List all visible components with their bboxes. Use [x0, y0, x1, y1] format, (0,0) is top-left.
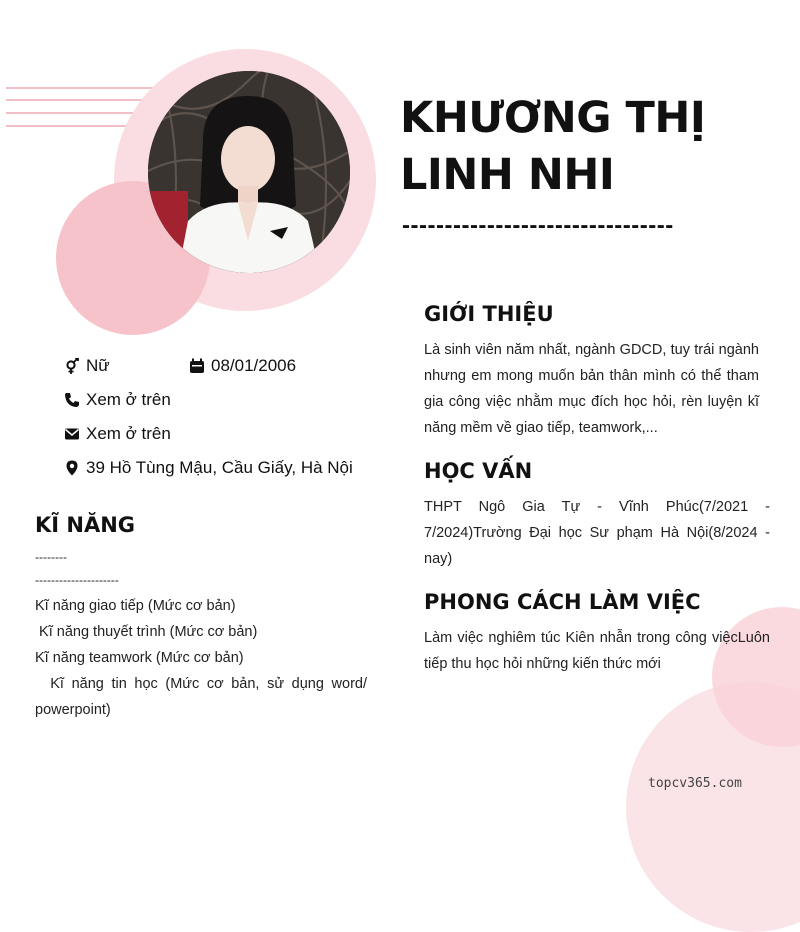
watermark: topcv365.com [648, 776, 742, 791]
intro-title: GIỚI THIỆU [424, 302, 554, 326]
work-style-title: PHONG CÁCH LÀM VIỆC [424, 590, 701, 614]
gender-icon [64, 358, 80, 374]
phone-icon [64, 392, 80, 408]
name-underline: -------------------------------- [402, 212, 674, 239]
work-style-text: Làm việc nghiêm túc Kiên nhẫn trong công việcLuôn tiếp thu học hỏi những kiến thức mới [424, 630, 770, 672]
envelope-icon [64, 426, 80, 442]
skills-dash-2: --------------------- [35, 573, 119, 587]
skill-item: Kĩ năng thuyết trình (Mức cơ bản) [35, 624, 258, 640]
full-name [400, 90, 780, 204]
skill-item: Kĩ năng tin học (Mức cơ bản, sử dụng word/ [35, 676, 367, 692]
calendar-icon [189, 358, 205, 374]
birthday-row [189, 354, 296, 378]
education-text: THPT Ngô Gia Tự - Vĩnh Phúc(7/2021 - 7/2024)Trường Đại học Sư phạm Hà Nội(8/2024 - nay) [424, 499, 770, 567]
address-row [64, 456, 353, 480]
name-line-2: LINH NHI [400, 150, 615, 200]
intro-text: Là sinh viên năm nhất, ngành GDCD, tuy trái ngành nhưng em mong muốn bản thân mình có thể tham gia công việc nhằm mục đích học hỏi, rèn luyện kĩ năng mềm về giao tiếp, teamwork,... [424, 342, 759, 436]
phone-row [64, 388, 171, 412]
birthday-value: 08/01/2006 [211, 356, 297, 375]
skill-item: Kĩ năng teamwork (Mức cơ bản) [35, 650, 244, 666]
phone-value: Xem ở trên [86, 390, 171, 409]
address-value: 39 Hồ Tùng Mậu, Cầu Giấy, Hà Nội [86, 458, 353, 477]
gender-row [64, 354, 110, 378]
location-pin-icon [64, 460, 80, 476]
education-title: HỌC VẤN [424, 459, 533, 483]
skills-title: KĨ NĂNG [35, 513, 136, 537]
skills-dash-1: -------- [35, 550, 67, 564]
skill-item: powerpoint) [35, 702, 111, 718]
gender-value: Nữ [86, 356, 110, 375]
profile-photo [148, 71, 350, 273]
email-value: Xem ở trên [86, 424, 171, 443]
name-line-1: KHƯƠNG THỊ [400, 93, 706, 143]
email-row [64, 422, 171, 446]
skill-item: Kĩ năng giao tiếp (Mức cơ bản) [35, 598, 236, 614]
